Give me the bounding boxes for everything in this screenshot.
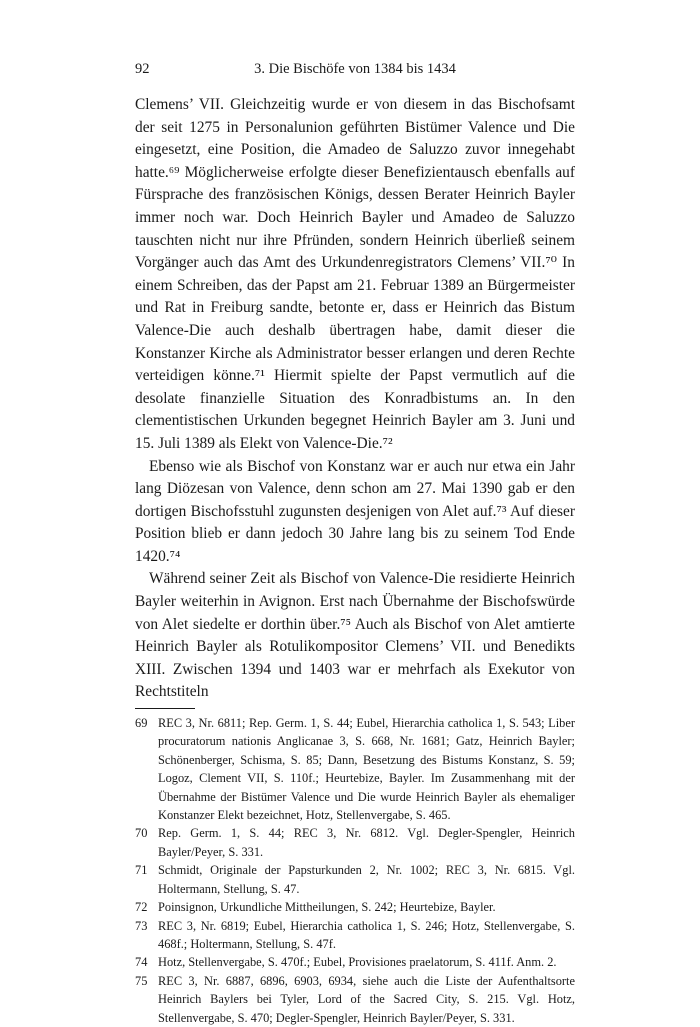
book-page <box>135 56 575 1027</box>
footnote-number: 72 <box>135 900 148 915</box>
footnote-number: 71 <box>135 863 148 878</box>
footnote-number: 73 <box>135 918 148 933</box>
chapter-title: 3. Die Bischöfe von 1384 bis 1434 <box>254 61 456 77</box>
paragraph: Während seiner Zeit als Bischof von Valence-Die residierte Heinrich Bayler weiterhin in Avignon. Erst nach Übernahme der Bischofswürde von Alet siedelte er dorthin über.⁷⁵ Auch als Bischof von Alet amtierte Heinrich Bayler als Rotulikompositor Clemens’ VII. und Benedikts XIII. Zwischen 1394 und 1403 war er mehrfach als Exekutor von Rechtstiteln <box>135 570 575 701</box>
page-number: 92 <box>135 61 150 77</box>
footnote-number: 70 <box>135 826 148 841</box>
footnote <box>135 714 575 824</box>
footnote <box>135 861 575 898</box>
footnote-text: REC 3, Nr. 6819; Eubel, Hierarchia catholica 1, S. 246; Hotz, Stellenvergabe, S. 468f.; Holtermann, Stellung, S. 47f. <box>158 918 575 951</box>
footnote-number: 75 <box>135 973 148 988</box>
footnote-number: 74 <box>135 955 148 970</box>
footnote-text: Poinsignon, Urkundliche Mittheilungen, S. 242; Heurtebize, Bayler. <box>158 900 496 915</box>
footnote-separator <box>135 708 195 709</box>
footnote-text: REC 3, Nr. 6887, 6896, 6903, 6934, siehe auch die Liste der Aufenthaltsorte Heinrich Baylers bei Tyler, Lord of the Sacred City, S. 215. Vgl. Hotz, Stellenvergabe, S. 470; Degler-Spengler, Heinrich Bayler/Peyer, S. 331. <box>158 973 575 1025</box>
footnote-text: REC 3, Nr. 6811; Rep. Germ. 1, S. 44; Eubel, Hierarchia catholica 1, S. 543; Liber procuratorum nationis Anglicanae 3, S. 668, Nr. 1681; Gatz, Heinrich Bayler; Schönenberger, Schisma, S. 85; Dann, Besetzung des Bistums Konstanz, S. 59; Logoz, Clement VII, S. 110f.; Heurtebize, Bayler. Im Zusammenhang mit der Übernahme der Bistümer Valence und Die wurde Heinrich Bayler als ehemaliger Konstanzer Elekt bezeichnet, Hotz, Stellenvergabe, S. 465. <box>158 716 575 823</box>
footnote-text: Hotz, Stellenvergabe, S. 470f.; Eubel, Provisiones praelatorum, S. 411f. Anm. 2. <box>158 955 557 970</box>
footnote-text: Rep. Germ. 1, S. 44; REC 3, Nr. 6812. Vgl. Degler-Spengler, Heinrich Bayler/Peyer, S. 331. <box>158 826 575 859</box>
paragraph: Ebenso wie als Bischof von Konstanz war er auch nur etwa ein Jahr lang Diözesan von Valence, denn schon am 27. Mai 1390 gab er den dortigen Bischofsstuhl zugunsten desjenigen von Alet auf.⁷³ Auf dieser Position blieb er dann jedoch 30 Jahre lang bis zu seinem Tod Ende 1420.⁷⁴ <box>135 457 575 565</box>
footnote <box>135 953 575 971</box>
footnote <box>135 824 575 861</box>
footnote <box>135 898 575 916</box>
footnote-text: Schmidt, Originale der Papsturkunden 2, Nr. 1002; REC 3, Nr. 6815. Vgl. Holtermann, Stellung, S. 47. <box>158 863 575 896</box>
running-head <box>135 56 575 80</box>
footnotes <box>135 714 575 1027</box>
footnote-number: 69 <box>135 716 148 731</box>
paragraph: Clemens’ VII. Gleichzeitig wurde er von diesem in das Bischofsamt der seit 1275 in Personalunion geführten Bistümer Valence und Die eingesetzt, eine Position, die Amadeo de Saluzzo zuvor innegehabt hatte.⁶⁹ Möglicherweise erfolgte dieser Benefizientausch ebenfalls auf Fürsprache des französischen Königs, dessen Berater Heinrich Bayler immer noch war. Doch Heinrich Bayler und Amadeo de Saluzzo tauschten nicht nur ihre Pfründen, sondern Heinrich überließ seinem Vorgänger auch das Amt des Urkundenregistrators Clemens’ VII.⁷⁰ In einem Schreiben, das der Papst am 21. Februar 1389 an Bürgermeister und Rat in Freiburg sandte, betonte er, dass er Heinrich das Bistum Valence-Die auch deshalb übertragen habe, damit dieser die Konstanzer Kirche als Administrator besser erlangen und deren Rechte verteidigen könne.⁷¹ Hiermit spielte der Papst vermutlich auf die desolate finanzielle Situation des Konradbistums an. In den clementistischen Urkunden begegnet Heinrich Bayler am 3. Juni und 15. Juli 1389 als Elekt von Valence-Die.⁷² <box>135 96 575 452</box>
footnote <box>135 972 575 1027</box>
footnote <box>135 917 575 954</box>
body-text <box>135 94 575 704</box>
